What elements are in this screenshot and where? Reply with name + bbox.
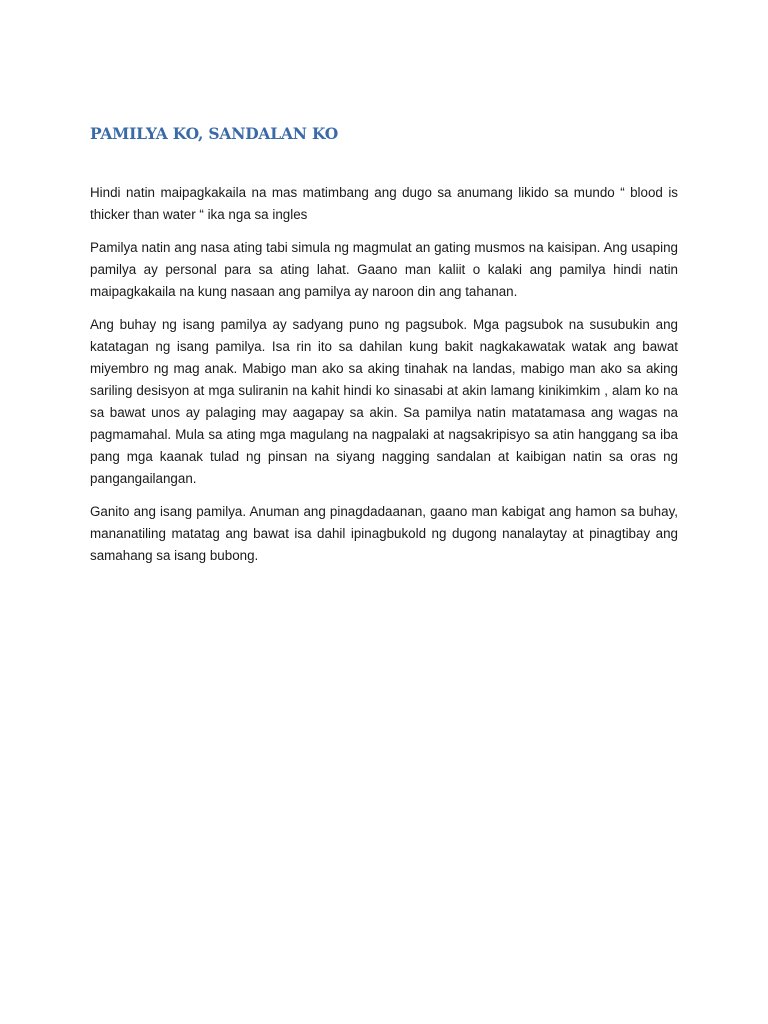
document-title: PAMILYA KO, SANDALAN KO [90,124,339,143]
paragraph-2: Pamilya natin ang nasa ating tabi simula ng magmulat an gating musmos na kaisipan. Ang usaping pamilya ay personal para sa ating lahat. Gaano man kaliit o kalaki ang pamilya hindi natin maipagkakaila na kung nasaan ang pamilya ay naroon din ang tahanan. [90,240,678,299]
document-body [90,122,678,578]
paragraph-1: Hindi natin maipagkakaila na mas matimbang ang dugo sa anumang likido sa mundo “ blood is thicker than water “ ika nga sa ingles [90,185,678,222]
paragraph-4: Ganito ang isang pamilya. Anuman ang pinagdadaanan, gaano man kabigat ang hamon sa buhay, mananatiling matatag ang bawat isa dahil ipinagbukold ng dugong nanalaytay at pinagtibay ang samahang sa isang bubong. [90,504,678,563]
paragraph-3: Ang buhay ng isang pamilya ay sadyang puno ng pagsubok. Mga pagsubok na susubukin ang katatagan ng isang pamilya. Isa rin ito sa dahilan kung bakit nagkakawatak watak ang bawat miyembro ng mag anak. Mabigo man ako sa aking tinahak na landas, mabigo man ako sa aking sariling desisyon at mga suliranin na kahit hindi ko sinasabi at akin lamang kinikimkim , alam ko na sa bawat unos ay palaging may aagapay sa akin. Sa pamilya natin matatamasa ang wagas na pagmamahal. Mula sa ating mga magulang na nagpalaki at nagsakripisyo sa atin hanggang sa iba pang mga kaanak tulad ng pinsan na siyang nagging sandalan at kaibigan natin sa oras ng pangangailangan. [90,317,678,486]
